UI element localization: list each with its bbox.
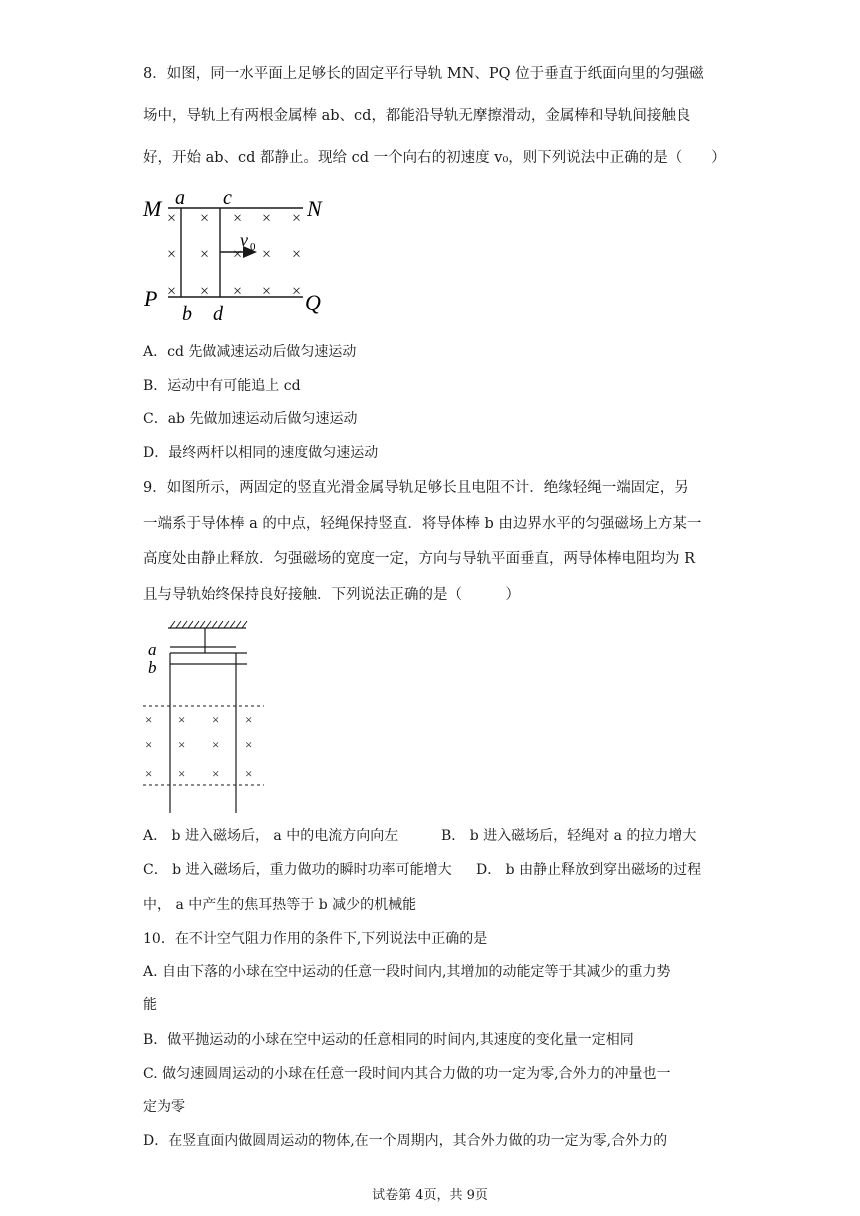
- field-into-page-mark: ×: [262, 246, 272, 263]
- q9-option-b: B． b 进入磁场后，轻绳对 a 的拉力增大: [441, 828, 697, 844]
- q10-option-c-line-1: C. 做匀速圆周运动的小球在任意一段时间内其合力做的功一定为零,合外力的冲量也一: [143, 1066, 671, 1082]
- label-b: b: [148, 658, 157, 677]
- ceiling-hatch-mark: [194, 621, 199, 628]
- ceiling-hatch-mark: [182, 621, 187, 628]
- ceiling-hatch-mark: [218, 621, 223, 628]
- q8-rail-diagram: [140, 188, 340, 328]
- q8-option-a: A．cd 先做减速运动后做匀速运动: [143, 344, 357, 360]
- q9-option-d-line-2: 中， a 中产生的焦耳热等于 b 减少的机械能: [143, 897, 417, 913]
- q8-option-d: D．最终两杆以相同的速度做匀速运动: [143, 445, 379, 461]
- ceiling-hatch-mark: [176, 621, 181, 628]
- field-into-page-mark: ×: [292, 246, 302, 263]
- ceiling-hatch-mark: [200, 621, 205, 628]
- field-into-page-mark: ×: [212, 712, 220, 727]
- q8-option-c: C．ab 先做加速运动后做匀速运动: [143, 411, 358, 427]
- q8-stem-line-1: 8．如图，同一水平面上足够长的固定平行导轨 MN、PQ 位于垂直于纸面向里的匀强磁: [143, 66, 704, 82]
- q9-stem-line-2: 一端系于导体棒 a 的中点，轻绳保持竖直．将导体棒 b 由边界水平的匀强磁场上方某一: [143, 516, 702, 532]
- field-into-page-mark: ×: [200, 283, 210, 300]
- ceiling-hatch-mark: [188, 621, 193, 628]
- q9-option-d-line-1: D． b 由静止释放到穿出磁场的过程: [476, 862, 702, 878]
- q10-option-a-line-2: 能: [143, 997, 157, 1013]
- field-into-page-mark: ×: [233, 246, 243, 263]
- field-into-page-mark: ×: [245, 712, 253, 727]
- label-N: N: [307, 196, 322, 221]
- field-into-page-mark: ×: [292, 210, 302, 227]
- field-into-page-mark: ×: [178, 766, 186, 781]
- ceiling-hatch-mark: [236, 621, 241, 628]
- ceiling-hatch-mark: [170, 621, 175, 628]
- label-v0-sub: 0: [250, 241, 256, 253]
- label-a: a: [175, 188, 185, 209]
- q10-option-d-line-1: D．在竖直面内做圆周运动的物体,在一个周期内，其合外力做的功一定为零,合外力的: [143, 1133, 668, 1149]
- field-into-page-mark: ×: [178, 712, 186, 727]
- field-into-page-mark: ×: [145, 712, 153, 727]
- q9-option-a: A． b 进入磁场后， a 中的电流方向向左: [143, 828, 399, 844]
- q10-option-a-line-1: A. 自由下落的小球在空中运动的任意一段时间内,其增加的动能定等于其减少的重力势: [143, 964, 671, 980]
- field-into-page-mark: ×: [292, 283, 302, 300]
- field-into-page-mark: ×: [262, 210, 272, 227]
- q9-stem-line-4: 且与导轨始终保持良好接触．下列说法正确的是（ ）: [143, 587, 520, 603]
- q8-stem-line-2: 场中，导轨上有两根金属棒 ab、cd，都能沿导轨无摩擦滑动，金属棒和导轨间接触良: [143, 108, 691, 124]
- label-c: c: [223, 188, 232, 209]
- q9-stem-line-3: 高度处由静止释放．匀强磁场的宽度一定，方向与导轨平面垂直，两导体棒电阻均为 R: [143, 551, 696, 567]
- field-into-page-mark: ×: [178, 737, 186, 752]
- field-into-page-mark: ×: [262, 283, 272, 300]
- ceiling-hatch-mark: [224, 621, 229, 628]
- page-footer: 试卷第 4页，共 9页: [372, 1188, 488, 1203]
- q10-option-c-line-2: 定为零: [143, 1099, 185, 1115]
- ceiling-hatch-mark: [230, 621, 235, 628]
- ceiling-hatch-mark: [242, 621, 247, 628]
- field-into-page-mark: ×: [145, 766, 153, 781]
- q10-option-b: B．做平抛运动的小球在空中运动的任意相同的时间内,其速度的变化量一定相同: [143, 1032, 634, 1048]
- label-Q: Q: [305, 290, 321, 315]
- field-into-page-mark: ×: [212, 737, 220, 752]
- field-into-page-mark: ×: [200, 246, 210, 263]
- field-into-page-mark: ×: [245, 766, 253, 781]
- field-into-page-mark: ×: [233, 210, 243, 227]
- q8-stem-line-3: 好，开始 ab、cd 都静止。现给 cd 一个向右的初速度 v₀，则下列说法中正确的是（ ）: [143, 150, 726, 166]
- q9-rail-diagram: [140, 618, 280, 818]
- field-into-page-mark: ×: [245, 737, 253, 752]
- field-into-page-mark: ×: [233, 283, 243, 300]
- field-into-page-mark: ×: [167, 283, 177, 300]
- label-b: b: [182, 303, 192, 325]
- field-into-page-mark: ×: [200, 210, 210, 227]
- label-d: d: [213, 303, 223, 325]
- field-into-page-mark: ×: [145, 737, 153, 752]
- field-into-page-mark: ×: [167, 246, 177, 263]
- field-into-page-mark: ×: [212, 766, 220, 781]
- q9-stem-line-1: 9．如图所示，两固定的竖直光滑金属导轨足够长且电阻不计．绝缘轻绳一端固定，另: [143, 480, 689, 496]
- field-into-page-mark: ×: [167, 210, 177, 227]
- ceiling-hatch-mark: [212, 621, 217, 628]
- q10-stem: 10．在不计空气阻力作用的条件下,下列说法中正确的是: [143, 931, 488, 947]
- ceiling-hatch-mark: [206, 621, 211, 628]
- label-v0: v: [240, 230, 248, 250]
- label-M: M: [143, 196, 162, 221]
- q9-option-c: C． b 进入磁场后，重力做功的瞬时功率可能增大: [143, 862, 452, 878]
- label-a: a: [148, 640, 157, 659]
- q8-option-b: B．运动中有可能追上 cd: [143, 378, 301, 394]
- label-P: P: [144, 286, 158, 311]
